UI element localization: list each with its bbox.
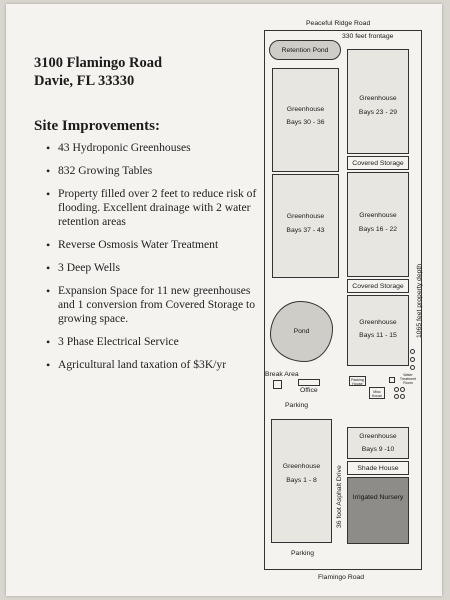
- asphalt-drive-label: 36 foot Asphalt Drive: [336, 465, 343, 528]
- pond-label: Pond: [293, 328, 310, 335]
- greenhouse-label: Greenhouse: [359, 95, 397, 102]
- misc-house-label: Misc House: [371, 390, 383, 398]
- list-item: • Property filled over 2 feet to reduce risk of flooding. Excellent drainage with 2 water retention areas: [46, 187, 260, 229]
- greenhouse-bays-30-36: [272, 68, 339, 172]
- pond: [270, 301, 333, 362]
- bays-label: Bays 1 - 8: [286, 477, 317, 484]
- list-item: • Expansion Space for 11 new greenhouses and 1 conversion from Covered Storage to growing space.: [46, 284, 260, 326]
- retention-pond-label: Retention Pond: [281, 47, 329, 54]
- well-icon: [394, 387, 399, 392]
- misc-house: [369, 387, 385, 399]
- packing-house-label: Packing House: [351, 378, 364, 386]
- greenhouse-bays-37-43: [272, 174, 339, 278]
- address-city: Davie, FL 33330: [34, 73, 135, 89]
- break-area: [273, 380, 282, 389]
- bays-label: Bays 30 - 36: [286, 119, 325, 126]
- greenhouse-label: Greenhouse: [359, 212, 397, 219]
- water-treatment-label: Water Treatment Room: [399, 373, 417, 385]
- list-item: • 832 Growing Tables: [46, 164, 260, 178]
- greenhouse-bays-16-22: [347, 172, 409, 277]
- bays-label: Bays 9 -10: [361, 446, 395, 453]
- greenhouse-bays-23-29: [347, 49, 409, 154]
- parking-mid-label: Parking: [285, 402, 309, 409]
- covered-storage-label: Covered Storage: [352, 160, 404, 167]
- greenhouse-label: Greenhouse: [359, 433, 397, 440]
- south-road-label: Flamingo Road: [318, 574, 365, 581]
- water-treatment-room: [389, 377, 395, 383]
- greenhouse-bays-11-15: [347, 295, 409, 366]
- shade-house-label: Shade House: [357, 465, 399, 472]
- list-item: • Agricultural land taxation of $3K/yr: [46, 358, 260, 372]
- north-road-label: Peaceful Ridge Road: [306, 20, 371, 27]
- parking-bottom-label: Parking: [291, 550, 315, 557]
- list-item: • 3 Phase Electrical Service: [46, 335, 260, 349]
- bays-label: Bays 11 - 15: [359, 332, 397, 339]
- frontage-label: 330 feet frontage: [342, 33, 394, 40]
- address-street: 3100 Flamingo Road: [34, 55, 163, 71]
- greenhouse-label: Greenhouse: [282, 463, 321, 470]
- covered-storage-label: Covered Storage: [352, 283, 404, 290]
- site-improvements-title: Site Improvements:: [34, 118, 160, 134]
- packing-house: [349, 376, 366, 386]
- list-item: • Reverse Osmosis Water Treatment: [46, 238, 260, 252]
- irrigated-nursery-label: Irrigated Nursery: [352, 494, 404, 501]
- greenhouse-label: Greenhouse: [359, 319, 397, 326]
- break-area-label: Break Area: [265, 371, 299, 378]
- office-building: [298, 379, 320, 386]
- covered-storage-2: [347, 279, 409, 293]
- well-icon: [410, 357, 415, 362]
- greenhouse-label: Greenhouse: [286, 213, 325, 220]
- covered-storage-1: [347, 156, 409, 170]
- bays-label: Bays 23 - 29: [358, 109, 398, 116]
- well-icon: [410, 365, 415, 370]
- irrigated-nursery: [347, 477, 409, 544]
- greenhouse-bays-9-10: [347, 427, 409, 459]
- well-icon: [410, 349, 415, 354]
- retention-pond: [269, 40, 341, 60]
- shade-house: [347, 461, 409, 475]
- bays-label: Bays 16 - 22: [358, 226, 398, 233]
- bays-label: Bays 37 - 43: [286, 227, 325, 234]
- well-icon: [394, 394, 399, 399]
- greenhouse-label: Greenhouse: [286, 106, 325, 113]
- list-item: • 43 Hydroponic Greenhouses: [46, 141, 260, 155]
- well-icon: [400, 387, 405, 392]
- list-item: • 3 Deep Wells: [46, 261, 260, 275]
- office-label: Office: [300, 387, 318, 394]
- greenhouse-bays-1-8: [271, 419, 332, 543]
- depth-label: 1065 feet property depth: [416, 263, 423, 338]
- well-icon: [400, 394, 405, 399]
